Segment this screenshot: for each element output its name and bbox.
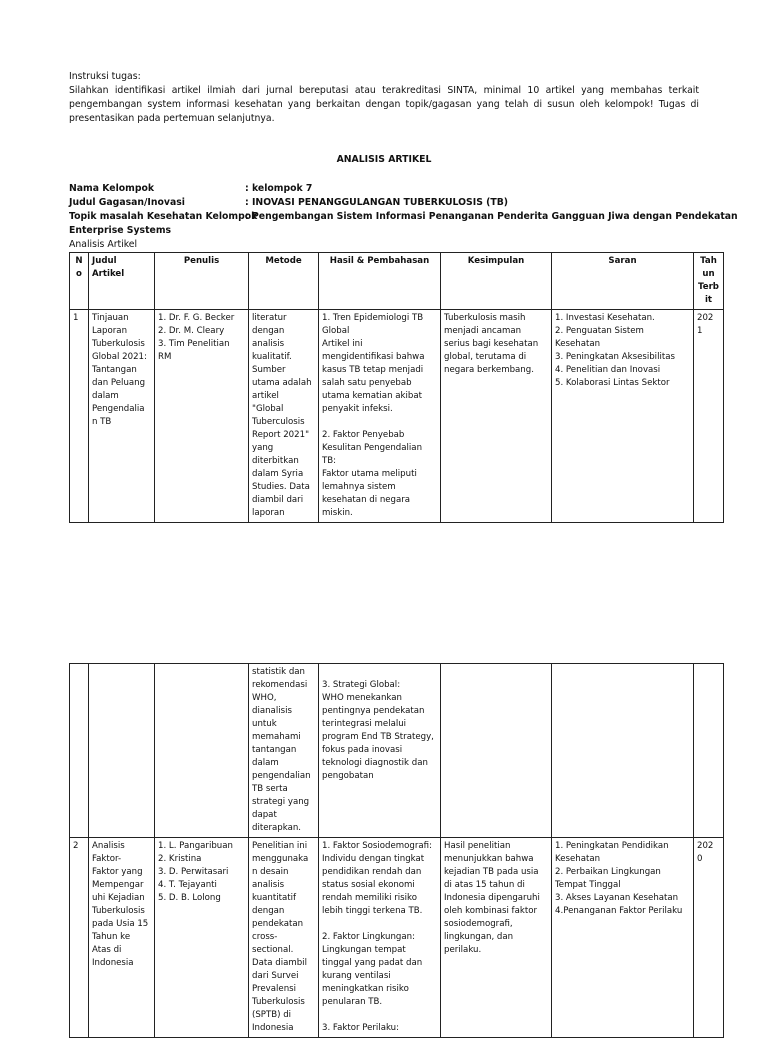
cell-judul: Analisis Faktor- Faktor yang Mempengar uhi Kejadian Tuberkulosis pada Usia 15 Tahun ke Atas di Indonesia bbox=[89, 838, 155, 1038]
kelompok-label: Nama Kelompok bbox=[69, 183, 155, 194]
table-row bbox=[70, 310, 724, 523]
cell-judul: Tinjauan Laporan Tuberkulosis Global 2021: Tantangan dan Peluang dalam Pengendalia n TB bbox=[89, 310, 155, 523]
cell-penulis: 1. Dr. F. G. Becker 2. Dr. M. Cleary 3. Tim Penelitian RM bbox=[155, 310, 249, 523]
cell-saran: 1. Investasi Kesehatan. 2. Penguatan Sistem Kesehatan 3. Peningkatan Aksesibilitas 4. Penelitian dan Inovasi 5. Kolaborasi Lintas Sektor bbox=[552, 310, 694, 523]
cell-no bbox=[70, 664, 89, 838]
group-info bbox=[69, 182, 738, 238]
table-header-row bbox=[70, 253, 724, 310]
table-row bbox=[70, 838, 724, 1038]
header-hasil: Hasil & Pembahasan bbox=[319, 253, 441, 310]
topik-value: : Pengembangan Sistem Informasi Penanganan Penderita Gangguan Jiwa dengan Pendekatan bbox=[245, 211, 738, 222]
cell-hasil: 1. Faktor Sosiodemografi: Individu dengan tingkat pendidikan rendah dan status sosial ekonomi rendah memiliki risiko lebih tinggi terkena TB. 2. Faktor Lingkungan: Lingkungan tempat tinggal yang padat dan kurang ventilasi meningkatkan risiko penularan TB. 3. Faktor Perilaku: bbox=[319, 838, 441, 1038]
cell-hasil: 3. Strategi Global: WHO menekankan pentingnya pendekatan terintegrasi melalui program End TB Strategy, fokus pada inovasi teknologi diagnostik dan pengobatan bbox=[319, 664, 441, 838]
cell-tahun: 202 1 bbox=[694, 310, 724, 523]
header-saran: Saran bbox=[552, 253, 694, 310]
header-penulis: Penulis bbox=[155, 253, 249, 310]
cell-no: 1 bbox=[70, 310, 89, 523]
table-subtitle: Analisis Artikel bbox=[69, 239, 138, 250]
cell-no: 2 bbox=[70, 838, 89, 1038]
judul-value: : INOVASI PENANGGULANGAN TUBERKULOSIS (TB) bbox=[245, 197, 509, 208]
article-table bbox=[69, 252, 724, 523]
header-judul: Judul Artikel bbox=[89, 253, 155, 310]
header-tahun: Tah un Terb it bbox=[694, 253, 724, 310]
cell-judul bbox=[89, 664, 155, 838]
header-kesimpulan: Kesimpulan bbox=[441, 253, 552, 310]
cell-saran bbox=[552, 664, 694, 838]
cell-metode: literatur dengan analisis kualitatif. Sumber utama adalah artikel "Global Tuberculosis Report 2021" yang diterbitkan dalam Syria Studies. Data diambil dari laporan bbox=[249, 310, 319, 523]
cell-tahun: 202 0 bbox=[694, 838, 724, 1038]
cell-kesimpulan: Tuberkulosis masih menjadi ancaman serius bagi kesehatan global, terutama di negara berkembang. bbox=[441, 310, 552, 523]
cell-tahun bbox=[694, 664, 724, 838]
judul-label: Judul Gagasan/Inovasi bbox=[69, 197, 185, 208]
instructions-heading: Instruksi tugas: bbox=[69, 71, 141, 82]
topik-label: Topik masalah Kesehatan Kelompok bbox=[69, 211, 258, 222]
cell-kesimpulan bbox=[441, 664, 552, 838]
cell-hasil: 1. Tren Epidemiologi TB Global Artikel ini mengidentifikasi bahwa kasus TB tetap menjadi salah satu penyebab utama kematian akibat penyakit infeksi. 2. Faktor Penyebab Kesulitan Pengendalian TB: Faktor utama meliputi lemahnya sistem kesehatan di negara miskin. bbox=[319, 310, 441, 523]
cell-kesimpulan: Hasil penelitian menunjukkan bahwa kejadian TB pada usia di atas 15 tahun di Indonesia dipengaruhi oleh kombinasi faktor sosiodemografi, lingkungan, dan perilaku. bbox=[441, 838, 552, 1038]
cell-metode: Penelitian ini menggunaka n desain analisis kuantitatif dengan pendekatan cross- sectional. Data diambil dari Survei Prevalensi Tuberkulosis (SPTB) di Indonesia bbox=[249, 838, 319, 1038]
cell-metode: statistik dan rekomendasi WHO, dianalisis untuk memahami tantangan dalam pengendalian TB serta strategi yang dapat diterapkan. bbox=[249, 664, 319, 838]
document-title: ANALISIS ARTIKEL bbox=[336, 154, 432, 165]
cell-penulis: 1. L. Pangaribuan 2. Kristina 3. D. Perwitasari 4. T. Tejayanti 5. D. B. Lolong bbox=[155, 838, 249, 1038]
cell-saran: 1. Peningkatan Pendidikan Kesehatan 2. Perbaikan Lingkungan Tempat Tinggal 3. Akses Layanan Kesehatan 4.Penanganan Faktor Perilaku bbox=[552, 838, 694, 1038]
kelompok-value: : kelompok 7 bbox=[245, 183, 313, 194]
table-row bbox=[70, 664, 724, 838]
topik-continuation: Enterprise Systems bbox=[69, 225, 172, 236]
instructions-body: Silahkan identifikasi artikel ilmiah dari jurnal bereputasi atau terakreditasi SINTA, minimal 10 artikel yang membahas terkait pengembangan system informasi kesehatan yang berkaitan dengan topik/gagasan yang telah di susun oleh kelompok! Tugas di presentasikan pada pertemuan selanjutnya. bbox=[69, 85, 699, 124]
header-no: N o bbox=[70, 253, 89, 310]
header-metode: Metode bbox=[249, 253, 319, 310]
article-table-continued bbox=[69, 663, 724, 1038]
instructions bbox=[69, 70, 699, 126]
cell-penulis bbox=[155, 664, 249, 838]
